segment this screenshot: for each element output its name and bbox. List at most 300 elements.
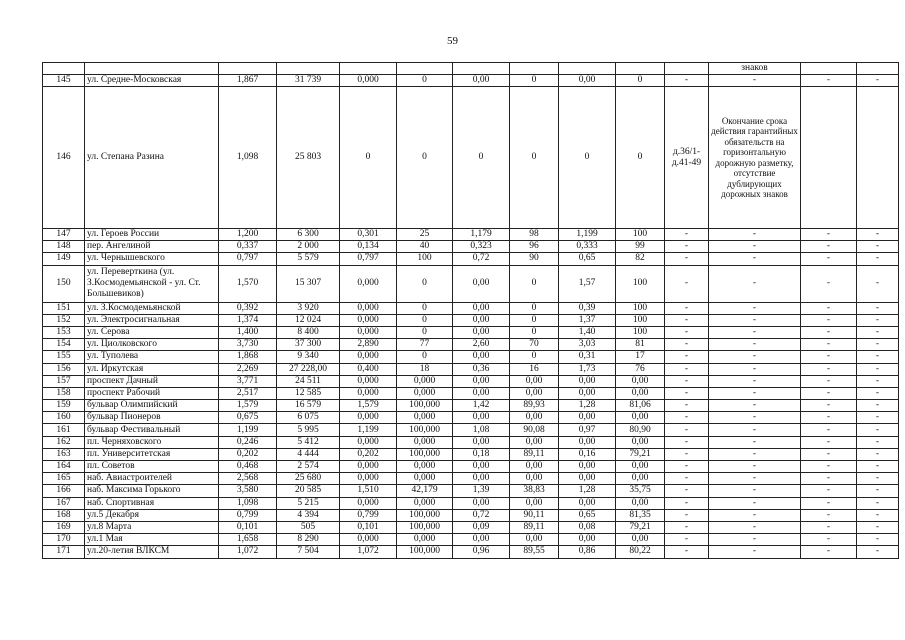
continuation-row xyxy=(43,63,899,75)
cell-c8: 0,00 xyxy=(510,497,559,509)
cell-c14: - xyxy=(857,436,899,448)
cell-name: пер. Ангелиной xyxy=(85,241,219,253)
table-row xyxy=(43,400,899,412)
cell-name: ул.1 Мая xyxy=(85,534,219,546)
cell-num: 168 xyxy=(43,509,85,521)
cell-area: 3 920 xyxy=(277,302,340,314)
table-row xyxy=(43,521,899,533)
cell-c9: 1,57 xyxy=(559,265,616,302)
cell-area: 8 290 xyxy=(277,534,340,546)
cell-note: - xyxy=(709,534,801,546)
cell-c6: 25 xyxy=(397,229,453,241)
cell-c9: 0,00 xyxy=(559,473,616,485)
cell-c9: 0,65 xyxy=(559,509,616,521)
cell-c9: 1,73 xyxy=(559,363,616,375)
cell-c9: 0,31 xyxy=(559,351,616,363)
table-row xyxy=(43,424,899,436)
cell-note: - xyxy=(709,241,801,253)
cell-doc: - xyxy=(665,75,709,87)
cell-note: - xyxy=(709,229,801,241)
cell-c5: 0,000 xyxy=(340,412,397,424)
cell-doc: - xyxy=(665,229,709,241)
cell-c7: 0,72 xyxy=(453,509,510,521)
cell-c6: 100,000 xyxy=(397,400,453,412)
table-row xyxy=(43,339,899,351)
cell-c13: - xyxy=(801,363,857,375)
cell-c5: 2,890 xyxy=(340,339,397,351)
cell-c8: 0 xyxy=(510,265,559,302)
cell-c9: 0,00 xyxy=(559,75,616,87)
table-row xyxy=(43,229,899,241)
cell-c6: 0 xyxy=(397,302,453,314)
cell-area: 27 228,00 xyxy=(277,363,340,375)
cell-c5: 0,134 xyxy=(340,241,397,253)
cell-c10: 79,21 xyxy=(616,448,665,460)
cell-c8: 0,00 xyxy=(510,436,559,448)
cell-area: 505 xyxy=(277,521,340,533)
cell-c5: 0,101 xyxy=(340,521,397,533)
cell-c9: 3,03 xyxy=(559,339,616,351)
cell-c8: 98 xyxy=(510,229,559,241)
cell-len: 1,400 xyxy=(219,326,277,338)
cell-area: 31 739 xyxy=(277,75,340,87)
cell-c5: 0,000 xyxy=(340,351,397,363)
cell-c13: - xyxy=(801,302,857,314)
cell-c10: 100 xyxy=(616,302,665,314)
cell-doc: - xyxy=(665,351,709,363)
cell-num: 153 xyxy=(43,326,85,338)
cell-c8: 70 xyxy=(510,339,559,351)
cell-c7: 0,00 xyxy=(453,534,510,546)
cell-c7: 0 xyxy=(453,87,510,229)
cell-c7: 0,72 xyxy=(453,253,510,265)
cell-c13: - xyxy=(801,326,857,338)
cell-num: 166 xyxy=(43,485,85,497)
cell-c13: - xyxy=(801,509,857,521)
cell-c9: 1,37 xyxy=(559,314,616,326)
cell-c7: 1,179 xyxy=(453,229,510,241)
cell-c7: 1,39 xyxy=(453,485,510,497)
cell-c6: 0,000 xyxy=(397,473,453,485)
cell-doc: - xyxy=(665,485,709,497)
cell-c13: - xyxy=(801,351,857,363)
cell-area: 6 075 xyxy=(277,412,340,424)
cell-c14: - xyxy=(857,241,899,253)
cell-area: 5 215 xyxy=(277,497,340,509)
cell-c6: 0 xyxy=(397,314,453,326)
cell-c13: - xyxy=(801,461,857,473)
cell-c7: 0,00 xyxy=(453,314,510,326)
cell-c13: - xyxy=(801,485,857,497)
cell-num: 169 xyxy=(43,521,85,533)
cell-note: - xyxy=(709,473,801,485)
cell-c6: 77 xyxy=(397,339,453,351)
cell-c14: - xyxy=(857,339,899,351)
cell-c10: 79,21 xyxy=(616,521,665,533)
cell-num: 160 xyxy=(43,412,85,424)
cell-c6: 0 xyxy=(397,351,453,363)
cell-num: 157 xyxy=(43,375,85,387)
cell-num: 171 xyxy=(43,546,85,558)
cell-area: 12 024 xyxy=(277,314,340,326)
cell-num: 163 xyxy=(43,448,85,460)
cell-c8: 0,00 xyxy=(510,375,559,387)
cell-doc: - xyxy=(665,534,709,546)
cell-note: - xyxy=(709,485,801,497)
cell-area: 15 307 xyxy=(277,265,340,302)
cell-c6: 0,000 xyxy=(397,412,453,424)
cell-num: 152 xyxy=(43,314,85,326)
cell-num: 156 xyxy=(43,363,85,375)
cell-c13: - xyxy=(801,387,857,399)
page-number: 59 xyxy=(447,35,458,47)
cell-area: 5 579 xyxy=(277,253,340,265)
cell-c10: 76 xyxy=(616,363,665,375)
cell-c14: - xyxy=(857,351,899,363)
cell-c5: 0,000 xyxy=(340,534,397,546)
cell-c8: 0 xyxy=(510,326,559,338)
cell-c5: 0,797 xyxy=(340,253,397,265)
cell-len: 0,797 xyxy=(219,253,277,265)
cell-note: - xyxy=(709,75,801,87)
cell-name: ул.5 Декабря xyxy=(85,509,219,521)
cell-note: - xyxy=(709,400,801,412)
cell-c10: 0 xyxy=(616,87,665,229)
cell-c14: - xyxy=(857,400,899,412)
cell-c6: 40 xyxy=(397,241,453,253)
cell-name: пл. Университетская xyxy=(85,448,219,460)
cell-c14 xyxy=(857,87,899,229)
table-row xyxy=(43,253,899,265)
cell-name: ул. Средне-Московская xyxy=(85,75,219,87)
cell-note: - xyxy=(709,497,801,509)
cell-num: 161 xyxy=(43,424,85,436)
cell-c13: - xyxy=(801,424,857,436)
cell-note: - xyxy=(709,412,801,424)
cell-doc: - xyxy=(665,497,709,509)
cell-c8: 89,55 xyxy=(510,546,559,558)
cell-c9: 0,00 xyxy=(559,497,616,509)
cell-name: ул. Степана Разина xyxy=(85,87,219,229)
cell-note: - xyxy=(709,448,801,460)
cell-c6: 0 xyxy=(397,326,453,338)
cell-area: 24 511 xyxy=(277,375,340,387)
cell-len: 0,799 xyxy=(219,509,277,521)
cell-c8: 0 xyxy=(510,75,559,87)
cell-c14: - xyxy=(857,265,899,302)
cell-c13: - xyxy=(801,448,857,460)
cell-c7: 2,60 xyxy=(453,339,510,351)
cell-c9: 0 xyxy=(559,87,616,229)
cell-c7: 0,09 xyxy=(453,521,510,533)
cell-doc: д.36/1- д.41-49 xyxy=(665,87,709,229)
cell-c9: 1,40 xyxy=(559,326,616,338)
cell-name: пл. Советов xyxy=(85,461,219,473)
cell-c7: 0,00 xyxy=(453,497,510,509)
cell-c9: 1,199 xyxy=(559,229,616,241)
cell-c8: 0 xyxy=(510,314,559,326)
cell-name: ул. Переверткина (ул. З.Космодемьянской - ул. Ст. Большевиков) xyxy=(85,265,219,302)
cell-c6: 0,000 xyxy=(397,436,453,448)
cell-c7: 0,96 xyxy=(453,546,510,558)
cell-c8: 0,00 xyxy=(510,473,559,485)
cell-c8: 90,11 xyxy=(510,509,559,521)
cell-note: - xyxy=(709,351,801,363)
cell-c9: 0,65 xyxy=(559,253,616,265)
cell-num: 170 xyxy=(43,534,85,546)
cell-doc: - xyxy=(665,326,709,338)
cell-name: пл. Черняховского xyxy=(85,436,219,448)
cell-c14: - xyxy=(857,509,899,521)
cell-c9: 0,08 xyxy=(559,521,616,533)
road-table xyxy=(42,62,899,559)
cell-doc: - xyxy=(665,302,709,314)
table-row xyxy=(43,485,899,497)
cell-area: 12 585 xyxy=(277,387,340,399)
cell-c5: 0,000 xyxy=(340,473,397,485)
cell-c13: - xyxy=(801,339,857,351)
cell-name: проспект Дачный xyxy=(85,375,219,387)
cell-c5: 0,000 xyxy=(340,387,397,399)
cell-area: 37 300 xyxy=(277,339,340,351)
cell-name: проспект Рабочий xyxy=(85,387,219,399)
cell-c8: 0 xyxy=(510,302,559,314)
cell-c5: 0,301 xyxy=(340,229,397,241)
cell-c6: 100,000 xyxy=(397,424,453,436)
cell-c7: 0,00 xyxy=(453,473,510,485)
cell-c8: 89,11 xyxy=(510,521,559,533)
cell-num: 154 xyxy=(43,339,85,351)
cell-num: 151 xyxy=(43,302,85,314)
cell-name: наб. Авиастроителей xyxy=(85,473,219,485)
cell-c9: 0,16 xyxy=(559,448,616,460)
cell-c14: - xyxy=(857,363,899,375)
cell-c10: 81,35 xyxy=(616,509,665,521)
cell-c6: 18 xyxy=(397,363,453,375)
cell-num: 149 xyxy=(43,253,85,265)
cell-name: ул. Туполева xyxy=(85,351,219,363)
cell-doc: - xyxy=(665,412,709,424)
table-row xyxy=(43,436,899,448)
cell-len: 0,468 xyxy=(219,461,277,473)
table-row xyxy=(43,351,899,363)
cell-c6: 0,000 xyxy=(397,387,453,399)
cell-c14: - xyxy=(857,521,899,533)
cell-num: 148 xyxy=(43,241,85,253)
cell-c5: 0,000 xyxy=(340,497,397,509)
cell-c9: 1,28 xyxy=(559,400,616,412)
cell-doc: - xyxy=(665,314,709,326)
table-row xyxy=(43,509,899,521)
cell-c10: 0,00 xyxy=(616,375,665,387)
cell-name: ул. Иркутская xyxy=(85,363,219,375)
cell-len: 2,269 xyxy=(219,363,277,375)
cell-doc: - xyxy=(665,241,709,253)
cell-note: - xyxy=(709,375,801,387)
cell-doc: - xyxy=(665,436,709,448)
cell-c6: 100,000 xyxy=(397,509,453,521)
cell-doc: - xyxy=(665,521,709,533)
cell-name: ул.20-летия ВЛКСМ xyxy=(85,546,219,558)
cell-note: - xyxy=(709,363,801,375)
cell-len: 1,658 xyxy=(219,534,277,546)
cell-c10: 100 xyxy=(616,326,665,338)
cell-c9: 0,86 xyxy=(559,546,616,558)
cell-num: 147 xyxy=(43,229,85,241)
cell-c10: 82 xyxy=(616,253,665,265)
cell-name: ул. Серова xyxy=(85,326,219,338)
cell-area: 25 803 xyxy=(277,87,340,229)
cell-c7: 0,18 xyxy=(453,448,510,460)
cell-c5: 0,799 xyxy=(340,509,397,521)
cell-name: бульвар Фестивальный xyxy=(85,424,219,436)
cell-num: 146 xyxy=(43,87,85,229)
cell-len: 1,374 xyxy=(219,314,277,326)
cell-c10: 0,00 xyxy=(616,436,665,448)
cell-c8: 89,11 xyxy=(510,448,559,460)
cell-len: 1,098 xyxy=(219,87,277,229)
cell-area: 25 680 xyxy=(277,473,340,485)
cell-doc: - xyxy=(665,424,709,436)
cell-len: 0,202 xyxy=(219,448,277,460)
cell-doc: - xyxy=(665,448,709,460)
cell-c5: 1,579 xyxy=(340,400,397,412)
cell-c5: 0,000 xyxy=(340,302,397,314)
cell-num: 164 xyxy=(43,461,85,473)
cell-c13: - xyxy=(801,400,857,412)
cell-name: ул. З.Космодемьянской xyxy=(85,302,219,314)
table-row xyxy=(43,546,899,558)
table-row xyxy=(43,265,899,302)
cell-c10: 0 xyxy=(616,75,665,87)
table-row xyxy=(43,314,899,326)
cell-note: - xyxy=(709,424,801,436)
cell-len: 2,517 xyxy=(219,387,277,399)
cell-c6: 0,000 xyxy=(397,534,453,546)
cell-c10: 100 xyxy=(616,265,665,302)
cell-c13: - xyxy=(801,241,857,253)
cell-area: 9 340 xyxy=(277,351,340,363)
cell-c10: 81 xyxy=(616,339,665,351)
cell-c10: 100 xyxy=(616,314,665,326)
cell-doc: - xyxy=(665,387,709,399)
cell-c14: - xyxy=(857,387,899,399)
table-row xyxy=(43,387,899,399)
cell-c7: 0,00 xyxy=(453,75,510,87)
cell-len: 1,570 xyxy=(219,265,277,302)
cell-c7: 0,00 xyxy=(453,412,510,424)
cell-doc: - xyxy=(665,363,709,375)
cell-c5: 1,199 xyxy=(340,424,397,436)
cell-c14: - xyxy=(857,534,899,546)
cell-c13: - xyxy=(801,436,857,448)
cell-num: 159 xyxy=(43,400,85,412)
cell-c13: - xyxy=(801,521,857,533)
cell-c7: 0,323 xyxy=(453,241,510,253)
cell-num: 158 xyxy=(43,387,85,399)
cell-c8: 90 xyxy=(510,253,559,265)
cell-name: бульвар Пионеров xyxy=(85,412,219,424)
cell-note: - xyxy=(709,326,801,338)
cell-c5: 0,000 xyxy=(340,314,397,326)
cell-c14: - xyxy=(857,253,899,265)
cell-c5: 0,000 xyxy=(340,265,397,302)
cell-note: - xyxy=(709,509,801,521)
cell-note: - xyxy=(709,436,801,448)
cell-c8: 0,00 xyxy=(510,387,559,399)
cell-area: 8 400 xyxy=(277,326,340,338)
cell-c14: - xyxy=(857,448,899,460)
cell-c10: 0,00 xyxy=(616,534,665,546)
cell-c10: 0,00 xyxy=(616,461,665,473)
cell-note: - xyxy=(709,546,801,558)
cell-c5: 0,202 xyxy=(340,448,397,460)
cell-c6: 100,000 xyxy=(397,546,453,558)
cell-c9: 1,28 xyxy=(559,485,616,497)
cell-num: 165 xyxy=(43,473,85,485)
cell-c9: 0,00 xyxy=(559,534,616,546)
cell-c6: 0 xyxy=(397,87,453,229)
cell-area: 4 444 xyxy=(277,448,340,460)
cell-c6: 100,000 xyxy=(397,448,453,460)
note-continuation: знаков xyxy=(709,63,801,75)
cell-c13: - xyxy=(801,375,857,387)
cell-c14: - xyxy=(857,412,899,424)
table-row xyxy=(43,241,899,253)
cell-c7: 0,36 xyxy=(453,363,510,375)
cell-note: - xyxy=(709,314,801,326)
cell-c13: - xyxy=(801,75,857,87)
cell-c5: 1,510 xyxy=(340,485,397,497)
cell-c9: 0,39 xyxy=(559,302,616,314)
cell-area: 5 412 xyxy=(277,436,340,448)
cell-name: ул. Героев России xyxy=(85,229,219,241)
table-row xyxy=(43,448,899,460)
cell-len: 0,337 xyxy=(219,241,277,253)
cell-c10: 17 xyxy=(616,351,665,363)
cell-area: 4 394 xyxy=(277,509,340,521)
cell-c10: 0,00 xyxy=(616,473,665,485)
cell-c14: - xyxy=(857,75,899,87)
cell-name: наб. Максима Горького xyxy=(85,485,219,497)
cell-c14: - xyxy=(857,302,899,314)
table-row xyxy=(43,473,899,485)
cell-c14: - xyxy=(857,546,899,558)
cell-c13: - xyxy=(801,229,857,241)
cell-c10: 80,22 xyxy=(616,546,665,558)
cell-c14: - xyxy=(857,473,899,485)
table-row xyxy=(43,363,899,375)
cell-c14: - xyxy=(857,326,899,338)
cell-len: 0,246 xyxy=(219,436,277,448)
cell-c7: 1,42 xyxy=(453,400,510,412)
cell-c13: - xyxy=(801,265,857,302)
cell-c9: 0,333 xyxy=(559,241,616,253)
cell-name: наб. Спортивная xyxy=(85,497,219,509)
table-row xyxy=(43,302,899,314)
cell-note: Окончание срока действия гарантийных обязательств на горизонтальную дорожную разметку, отсутствие дублирующих дорожных знаков xyxy=(709,87,801,229)
table-row xyxy=(43,497,899,509)
cell-c7: 1,08 xyxy=(453,424,510,436)
cell-c6: 100 xyxy=(397,253,453,265)
cell-c9: 0,00 xyxy=(559,412,616,424)
cell-c14: - xyxy=(857,485,899,497)
cell-c8: 0 xyxy=(510,87,559,229)
cell-note: - xyxy=(709,339,801,351)
cell-doc: - xyxy=(665,473,709,485)
cell-c9: 0,97 xyxy=(559,424,616,436)
cell-c14: - xyxy=(857,424,899,436)
